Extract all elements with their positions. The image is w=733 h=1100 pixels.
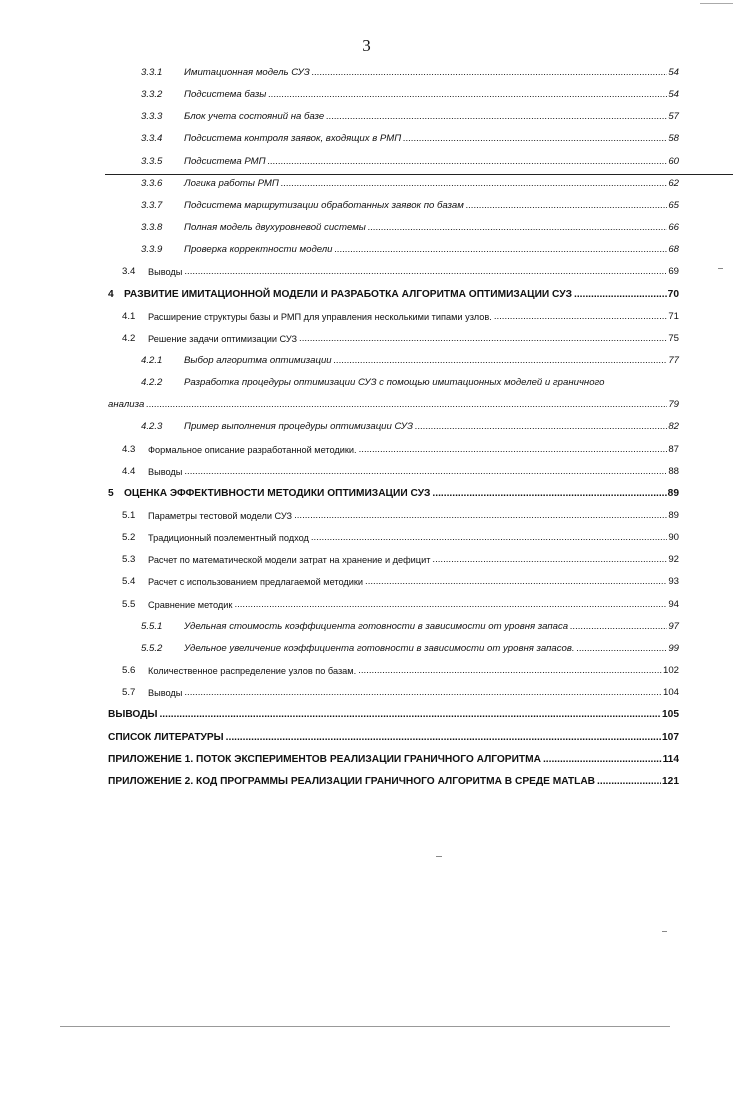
toc-entry [0, 87, 733, 103]
dot-leader [281, 176, 667, 192]
toc-entry-title: Количественное распределение узлов по базам. [148, 666, 357, 677]
toc-entry-number: 3.4 [122, 266, 136, 278]
toc-entry-page: 54 [668, 89, 679, 101]
toc-entry [0, 464, 733, 480]
toc-entry [0, 353, 733, 369]
toc-entry [0, 508, 733, 524]
toc-entry-page: 70 [667, 288, 679, 300]
toc-entry [0, 419, 733, 435]
toc-entry-title: Блок учета состояний на базе [184, 111, 325, 123]
toc-entry [0, 574, 733, 590]
dot-leader [574, 287, 667, 303]
toc-entry [0, 109, 733, 125]
toc-entry [0, 752, 733, 768]
toc-entry-number: 3.3.6 [141, 177, 163, 189]
toc-entry-number: 5.1 [122, 510, 136, 521]
toc-entry-number: 4.1 [122, 310, 136, 322]
toc-entry-page: 93 [668, 576, 679, 588]
dot-leader [226, 730, 661, 746]
toc-entry [0, 530, 733, 546]
toc-entry-number: 3.3.5 [141, 155, 163, 167]
toc-entry-number: 3.3.1 [141, 67, 163, 78]
toc-entry-number: 5.6 [122, 665, 136, 677]
toc-entry-title: Полная модель двухуровневой системы [184, 222, 366, 234]
toc-entry-number: 4.2.2 [141, 377, 163, 389]
toc-entry-title: Удельное увеличение коэффициента готовности в зависимости от уровня запасов. [184, 642, 575, 654]
toc-entry [0, 154, 733, 170]
dot-leader [294, 508, 667, 524]
toc-entry [0, 198, 733, 214]
dot-leader [570, 619, 667, 635]
dot-leader [146, 397, 667, 413]
toc-entry-title: СПИСОК ЛИТЕРАТУРЫ [108, 731, 224, 743]
toc-entry-title: Выводы [148, 466, 183, 477]
toc-entry-title: Подсистема контроля заявок, входящих в РМП [184, 133, 402, 145]
toc-entry-title: Подсистема маршрутизации обработанных заявок по базам [184, 199, 464, 211]
dot-leader [268, 87, 667, 103]
toc-entry-page: 104 [662, 687, 679, 699]
dot-leader [234, 597, 667, 613]
toc-entry-page: 77 [668, 354, 679, 366]
toc-entry-title: Разработка процедуры оптимизации СУЗ с помощью имитационных моделей и граничного [184, 377, 605, 389]
toc-entry [0, 220, 733, 236]
scan-artifact-line [105, 174, 733, 175]
dot-leader [184, 464, 667, 480]
toc-entry-number: 3.3.2 [141, 89, 163, 101]
toc-entry-page: 88 [668, 465, 679, 477]
toc-entry-page: 92 [668, 554, 679, 566]
dot-leader [268, 154, 668, 170]
toc-entry [0, 597, 733, 613]
toc-entry [0, 486, 733, 502]
toc-entry [0, 730, 733, 746]
toc-entry [0, 774, 733, 790]
dot-leader [335, 242, 668, 258]
dot-leader [415, 419, 667, 435]
dot-leader [466, 198, 668, 214]
toc-entry-number: 3.3.4 [141, 133, 163, 145]
toc-entry-page: 89 [668, 510, 679, 521]
toc-entry-title: ПРИЛОЖЕНИЕ 1. ПОТОК ЭКСПЕРИМЕНТОВ РЕАЛИЗАЦИИ ГРАНИЧНОГО АЛГОРИТМА [108, 753, 541, 765]
toc-entry-page: 87 [668, 443, 679, 455]
toc-entry-title-continuation: анализа [108, 399, 145, 411]
toc-entry-number: 5.5 [122, 598, 136, 610]
toc-entry-title: Проверка корректности модели [184, 244, 333, 256]
toc-entry-page: 69 [668, 266, 679, 278]
toc-entry-title: Выбор алгоритма оптимизации [184, 354, 332, 366]
toc-entry [0, 442, 733, 458]
toc-entry-page: 107 [662, 731, 679, 743]
dot-leader [432, 486, 666, 502]
toc-entry-page: 94 [668, 598, 679, 610]
toc-entry-page: 82 [668, 421, 679, 433]
dot-leader [577, 641, 668, 657]
scan-artifact-tick [700, 3, 733, 4]
toc-entry-title: Пример выполнения процедуры оптимизации СУЗ [184, 421, 414, 433]
toc-entry [0, 176, 733, 192]
toc-entry-title: Формальное описание разработанной методики. [148, 444, 357, 455]
toc-entry [0, 309, 733, 325]
toc-entry [0, 287, 733, 303]
toc-entry-title: ВЫВОДЫ [108, 709, 158, 721]
toc-entry-number: 4.2.3 [141, 421, 163, 433]
dot-leader [358, 663, 662, 679]
toc-entry-number: 4 [108, 288, 114, 300]
toc-entry-number: 4.4 [122, 465, 136, 477]
toc-entry [0, 663, 733, 679]
toc-entry-page: 79 [668, 399, 679, 411]
toc-entry-number: 4.2 [122, 332, 136, 344]
toc-entry-title: Подсистема базы [184, 89, 267, 101]
toc-entry-page: 58 [668, 133, 679, 145]
toc-entry [0, 65, 733, 81]
toc-entry [0, 375, 733, 391]
dot-leader [597, 774, 661, 790]
toc-entry-title: Расширение структуры базы и РМП для управления несколькими типами узлов. [148, 311, 492, 322]
toc-entry-number: 5.2 [122, 532, 136, 544]
toc-entry-title: Параметры тестовой модели СУЗ [148, 511, 293, 521]
toc-entry-number: 3.3.7 [141, 199, 163, 211]
toc-entry-number: 3.3.8 [141, 222, 163, 234]
toc-entry-page: 62 [668, 177, 679, 189]
toc-entry [0, 131, 733, 147]
toc-entry-continuation [0, 397, 733, 413]
dot-leader [326, 109, 667, 125]
dot-leader [311, 530, 667, 546]
dot-leader [403, 131, 667, 147]
toc-entry-title: ПРИЛОЖЕНИЕ 2. КОД ПРОГРАММЫ РЕАЛИЗАЦИИ ГРАНИЧНОГО АЛГОРИТМА В СРЕДЕ MATLAB [108, 775, 596, 787]
page-number: 3 [362, 36, 371, 55]
toc-entry-page: 121 [662, 775, 679, 787]
toc-entry-title: Сравнение методик [148, 599, 233, 610]
toc-entry-title: Логика работы РМП [184, 177, 279, 189]
toc-entry-title: Выводы [148, 267, 183, 278]
toc-entry-number: 5.5.2 [141, 642, 163, 654]
dot-leader [184, 264, 667, 280]
toc-entry-page: 71 [668, 310, 679, 322]
toc-entry-page: 54 [668, 67, 679, 78]
toc-entry-page: 97 [668, 620, 679, 632]
toc-entry-page: 114 [662, 753, 679, 765]
scan-artifact-tick [718, 268, 723, 269]
toc-entry-page: 57 [668, 111, 679, 123]
scan-artifact-tick [662, 931, 667, 932]
toc-entry-title: Расчет с использованием предлагаемой методики [148, 577, 364, 588]
toc-entry-page: 60 [668, 155, 679, 167]
toc-entry [0, 242, 733, 258]
toc-entry-page: 102 [662, 665, 679, 677]
toc-entry-title: Выводы [148, 688, 183, 699]
toc-entry-number: 3.3.3 [141, 111, 163, 123]
toc-entry-number: 4.2.1 [141, 354, 163, 366]
dot-leader [312, 65, 668, 81]
scan-artifact-tick [436, 856, 442, 857]
toc-entry-page: 66 [668, 222, 679, 234]
toc-entry-page: 99 [668, 642, 679, 654]
toc-entry [0, 552, 733, 568]
toc-entry [0, 685, 733, 701]
dot-leader [494, 309, 668, 325]
dot-leader [299, 331, 667, 347]
toc-entry-page: 75 [668, 332, 679, 344]
toc-entry-page: 68 [668, 244, 679, 256]
toc-entry-page: 89 [667, 487, 679, 499]
toc-entry [0, 619, 733, 635]
dot-leader [159, 707, 661, 723]
scan-artifact-line [60, 1026, 670, 1027]
toc-entry-title: Расчет по математической модели затрат на хранение и дефицит [148, 555, 431, 566]
toc-entry-number: 5.4 [122, 576, 136, 588]
toc-entry [0, 331, 733, 347]
toc-entry-number: 5.7 [122, 687, 136, 699]
toc-entry-number: 5.3 [122, 554, 136, 566]
dot-leader [365, 574, 667, 590]
dot-leader [368, 220, 667, 236]
toc-entry-title: Имитационная модель СУЗ [184, 67, 310, 78]
toc-entry [0, 264, 733, 280]
dot-leader [184, 685, 662, 701]
toc-entry [0, 641, 733, 657]
toc-entry [0, 707, 733, 723]
toc-entry-number: 5.5.1 [141, 620, 163, 632]
toc-entry-page: 65 [668, 199, 679, 211]
toc-entry-page: 105 [662, 709, 679, 721]
toc-entry-title: Подсистема РМП [184, 155, 266, 167]
dot-leader [432, 552, 667, 568]
toc-entry-number: 4.3 [122, 443, 136, 455]
dot-leader [359, 442, 668, 458]
toc-entry-title: ОЦЕНКА ЭФФЕКТИВНОСТИ МЕТОДИКИ ОПТИМИЗАЦИИ СУЗ [124, 487, 431, 499]
toc-entry-number: 3.3.9 [141, 244, 163, 256]
toc-entry-title: Решение задачи оптимизации СУЗ [148, 333, 298, 344]
toc-entry-title: РАЗВИТИЕ ИМИТАЦИОННОЙ МОДЕЛИ И РАЗРАБОТКА АЛГОРИТМА ОПТИМИЗАЦИИ СУЗ [124, 288, 572, 300]
dot-leader [334, 353, 668, 369]
dot-leader [543, 752, 662, 768]
toc-entry-page: 90 [668, 532, 679, 544]
toc-entry-number: 5 [108, 487, 114, 499]
toc-entry-title: Удельная стоимость коэффициента готовности в зависимости от уровня запаса [184, 620, 569, 632]
toc-entry-title: Традиционный поэлементный подход [148, 533, 309, 544]
